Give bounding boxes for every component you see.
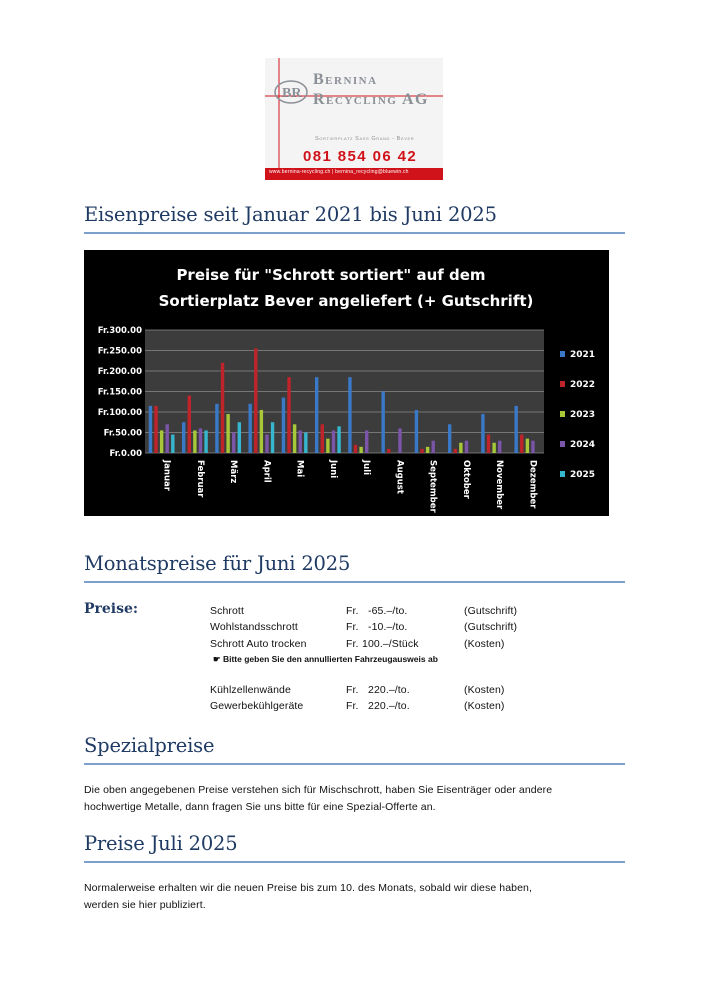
bar xyxy=(459,443,462,453)
bar xyxy=(498,441,501,453)
x-tick-label: Februar xyxy=(194,460,205,498)
bar xyxy=(481,414,484,453)
juli-text-line1: Normalerweise erhalten wir die neuen Preise bis zum 10. des Monats, sobald wir diese haben, xyxy=(84,882,532,894)
price-item: Kühlzellenwände xyxy=(210,684,291,696)
legend-entry: 2021 xyxy=(570,350,596,360)
chart-legend xyxy=(560,350,595,480)
bar xyxy=(287,377,290,453)
price-item: Schrott Auto trocken xyxy=(210,638,307,650)
bar xyxy=(348,377,351,453)
bar xyxy=(426,447,429,453)
price-value: 100.–/Stück xyxy=(362,638,419,650)
bar xyxy=(315,377,318,453)
price-value: -65.–/to. xyxy=(368,605,408,617)
price-currency: Fr. xyxy=(346,638,359,650)
x-tick-label: Januar xyxy=(161,460,172,491)
bar xyxy=(271,422,274,453)
section-title-monatspreise: Monatspreise für Juni 2025 xyxy=(84,552,351,575)
price-value: 220.–/to. xyxy=(368,684,410,696)
bar xyxy=(332,430,335,453)
price-currency: Fr. xyxy=(346,621,359,633)
bar xyxy=(260,410,263,453)
bar xyxy=(254,348,257,453)
x-tick-label: Oktober xyxy=(460,460,471,499)
price-item: Gewerbekühlgeräte xyxy=(210,700,304,712)
x-tick-label: Mai xyxy=(294,460,305,478)
x-tick-label: August xyxy=(394,460,405,494)
legend-entry: 2023 xyxy=(570,410,596,420)
section-rule xyxy=(84,581,625,583)
price-chart xyxy=(84,250,609,516)
bar xyxy=(226,414,229,453)
logo-phone: 081 854 06 42 xyxy=(303,148,418,165)
price-item: Wohlstandsschrott xyxy=(210,621,298,633)
bar xyxy=(520,435,523,453)
bar xyxy=(166,424,169,453)
legend-swatch xyxy=(560,441,565,447)
bar xyxy=(359,447,362,453)
legend-entry: 2024 xyxy=(570,440,596,450)
price-type: (Kosten) xyxy=(464,684,505,696)
legend-swatch xyxy=(560,411,565,417)
y-tick-label: Fr.0.00 xyxy=(109,449,142,459)
price-value: -10.–/to. xyxy=(368,621,408,633)
bar xyxy=(204,430,207,453)
price-currency: Fr. xyxy=(346,684,359,696)
bar xyxy=(454,449,457,453)
bar xyxy=(182,422,185,453)
x-tick-label: Juli xyxy=(361,460,372,476)
bar xyxy=(193,430,196,453)
spezial-text-line2: hochwertige Metalle, dann fragen Sie uns bitte für eine Spezial-Offerte an. xyxy=(84,801,436,813)
bar xyxy=(232,433,235,454)
section-title-eisenpreise: Eisenpreise seit Januar 2021 bis Juni 2025 xyxy=(84,203,497,226)
price-value: 220.–/to. xyxy=(368,700,410,712)
price-type: (Gutschrift) xyxy=(464,621,518,633)
logo-line2: Recycling AG xyxy=(313,91,429,108)
x-tick-label: April xyxy=(261,460,272,483)
section-title-juli: Preise Juli 2025 xyxy=(84,832,238,855)
bar xyxy=(238,422,241,453)
bar xyxy=(514,406,517,453)
bar xyxy=(154,406,157,453)
chart-svg xyxy=(84,250,609,516)
bar xyxy=(171,435,174,453)
bar xyxy=(365,430,368,453)
bar xyxy=(248,404,251,453)
bar xyxy=(326,439,329,453)
bar xyxy=(160,430,163,453)
svg-text:BR: BR xyxy=(282,86,302,101)
bar xyxy=(265,435,268,453)
y-tick-label: Fr.150.00 xyxy=(97,387,142,398)
y-tick-label: Fr.50.00 xyxy=(103,428,142,439)
bar xyxy=(321,424,324,453)
bar xyxy=(304,433,307,454)
y-tick-label: Fr.300.00 xyxy=(97,326,142,336)
price-note: ☛ Bitte geben Sie den annullierten Fahrzeugausweis ab xyxy=(213,654,438,664)
bar xyxy=(415,410,418,453)
legend-swatch xyxy=(560,351,565,357)
company-logo xyxy=(265,58,443,180)
legend-entry: 2025 xyxy=(570,470,596,480)
y-tick-label: Fr.200.00 xyxy=(97,367,142,377)
bar xyxy=(149,406,152,453)
bar xyxy=(526,439,529,453)
spezial-text-line1: Die oben angegebenen Preise verstehen sich für Mischschrott, haben Sie Eisenträger oder andere xyxy=(84,784,553,796)
section-rule xyxy=(84,232,625,234)
prices-label: Preise: xyxy=(84,601,139,617)
x-tick-label: März xyxy=(228,460,239,484)
price-currency: Fr. xyxy=(346,700,359,712)
section-title-spezialpreise: Spezialpreise xyxy=(84,734,215,757)
x-tick-label: September xyxy=(427,460,438,513)
bar xyxy=(487,435,490,453)
chart-title-line1: Preise für "Schrott sortiert" auf dem xyxy=(176,266,486,284)
legend-swatch xyxy=(560,471,565,477)
section-rule xyxy=(84,763,625,765)
bar xyxy=(387,449,390,453)
bar xyxy=(531,441,534,453)
bar xyxy=(420,449,423,453)
section-rule xyxy=(84,861,625,863)
bar xyxy=(398,428,401,453)
price-currency: Fr. xyxy=(346,605,359,617)
bar xyxy=(199,428,202,453)
chart-plot xyxy=(98,326,544,514)
x-tick-label: Dezember xyxy=(527,460,538,509)
bar xyxy=(293,424,296,453)
x-tick-label: Juni xyxy=(327,460,338,479)
bar xyxy=(299,430,302,453)
logo-subtitle: Sortierplatz Sass Grand - Bever xyxy=(315,136,415,142)
bar xyxy=(381,392,384,454)
y-tick-label: Fr.100.00 xyxy=(97,408,142,418)
legend-swatch xyxy=(560,381,565,387)
bar xyxy=(432,441,435,453)
logo-line1: Bernina xyxy=(313,71,378,88)
price-type: (Kosten) xyxy=(464,700,505,712)
bar xyxy=(448,424,451,453)
price-type: (Gutschrift) xyxy=(464,605,518,617)
chart-title-line2: Sortierplatz Bever angeliefert (+ Gutschrift) xyxy=(158,292,534,310)
bar xyxy=(492,443,495,453)
legend-entry: 2022 xyxy=(570,380,596,390)
bar xyxy=(337,426,340,453)
bar xyxy=(465,441,468,453)
bar xyxy=(354,445,357,453)
juli-text-line2: werden sie hier publiziert. xyxy=(84,899,206,911)
bar xyxy=(188,396,191,453)
bar xyxy=(221,363,224,453)
x-tick-label: November xyxy=(494,460,505,510)
price-type: (Kosten) xyxy=(464,638,505,650)
bar xyxy=(215,404,218,453)
bar xyxy=(282,398,285,453)
logo-web: www.bernina-recycling.ch | bernina_recycling@bluewin.ch xyxy=(269,169,409,175)
price-item: Schrott xyxy=(210,605,244,617)
y-tick-label: Fr.250.00 xyxy=(97,346,142,357)
